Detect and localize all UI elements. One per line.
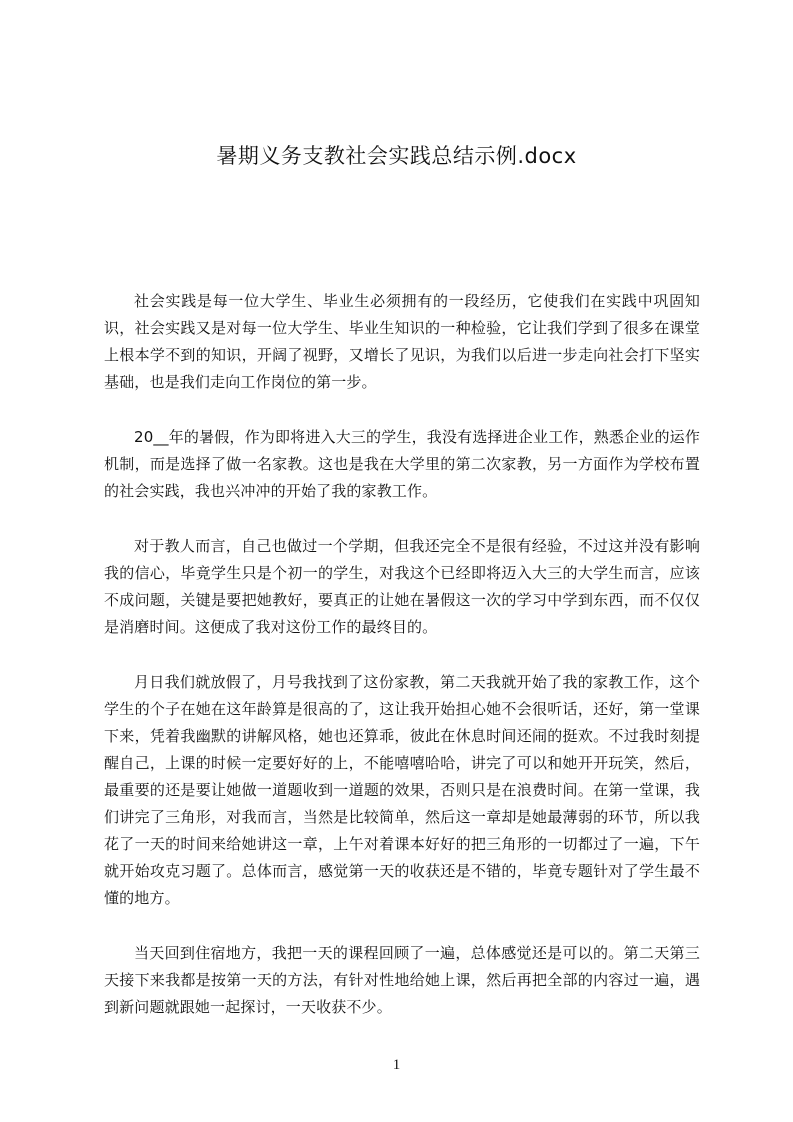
paragraph-2: 20__年的暑假，作为即将进入大三的学生，我没有选择进企业工作，熟悉企业的运作机制，而是选择了做一名家教。这也是我在大学里的第二次家教，另一方面作为学校布置的社会实践，我也兴冲冲的开始了我的家教工作。 (104, 428, 700, 500)
document-body (104, 288, 700, 1049)
document-title: 暑期义务支教社会实践总结示例.docx (216, 144, 577, 168)
paragraph-5: 当天回到住宿地方，我把一天的课程回顾了一遍，总体感觉还是可以的。第二天第三天接下来我都是按第一天的方法，有针对性地给她上课，然后再把全部的内容过一遍，遇到新问题就跟她一起探讨，一天收获不少。 (104, 944, 700, 1016)
page-number: 1 (392, 1057, 401, 1073)
paragraph-4: 月日我们就放假了，月号我找到了这份家教，第二天我就开始了我的家教工作，这个学生的个子在她在这年龄算是很高的了，这让我开始担心她不会很听话，还好，第一堂课下来，凭着我幽默的讲解风格，她也还算乖，彼此在休息时间还闹的挺欢。不过我时刻提醒自己，上课的时候一定要好好的上，不能嘻嘻哈哈，讲完了可以和她开开玩笑，然后，最重要的还是要让她做一道题收到一道题的效果，否则只是在浪费时间。在第一堂课，我们讲完了三角形，对我而言，当然是比较简单，然后这一章却是她最薄弱的环节，所以我花了一天的时间来给她讲这一章，上午对着课本好好的把三角形的一切都过了一遍，下午就开始攻克习题了。总体而言，感觉第一天的收获还是不错的，毕竟专题针对了学生最不懂的地方。 (104, 673, 700, 907)
paragraph-3: 对于教人而言，自己也做过一个学期，但我还完全不是很有经验，不过这并没有影响我的信心，毕竟学生只是个初一的学生，对我这个已经即将迈入大三的大学生而言，应该不成问题，关键是要把她教好，要真正的让她在暑假这一次的学习中学到东西，而不仅仅是消磨时间。这便成了我对这份工作的最终目的。 (104, 537, 700, 636)
paragraph-1: 社会实践是每一位大学生、毕业生必须拥有的一段经历，它使我们在实践中巩固知识，社会实践又是对每一位大学生、毕业生知识的一种检验，它让我们学到了很多在课堂上根本学不到的知识，开阔了视野，又增长了见识，为我们以后进一步走向社会打下坚实基础，也是我们走向工作岗位的第一步。 (104, 292, 700, 391)
